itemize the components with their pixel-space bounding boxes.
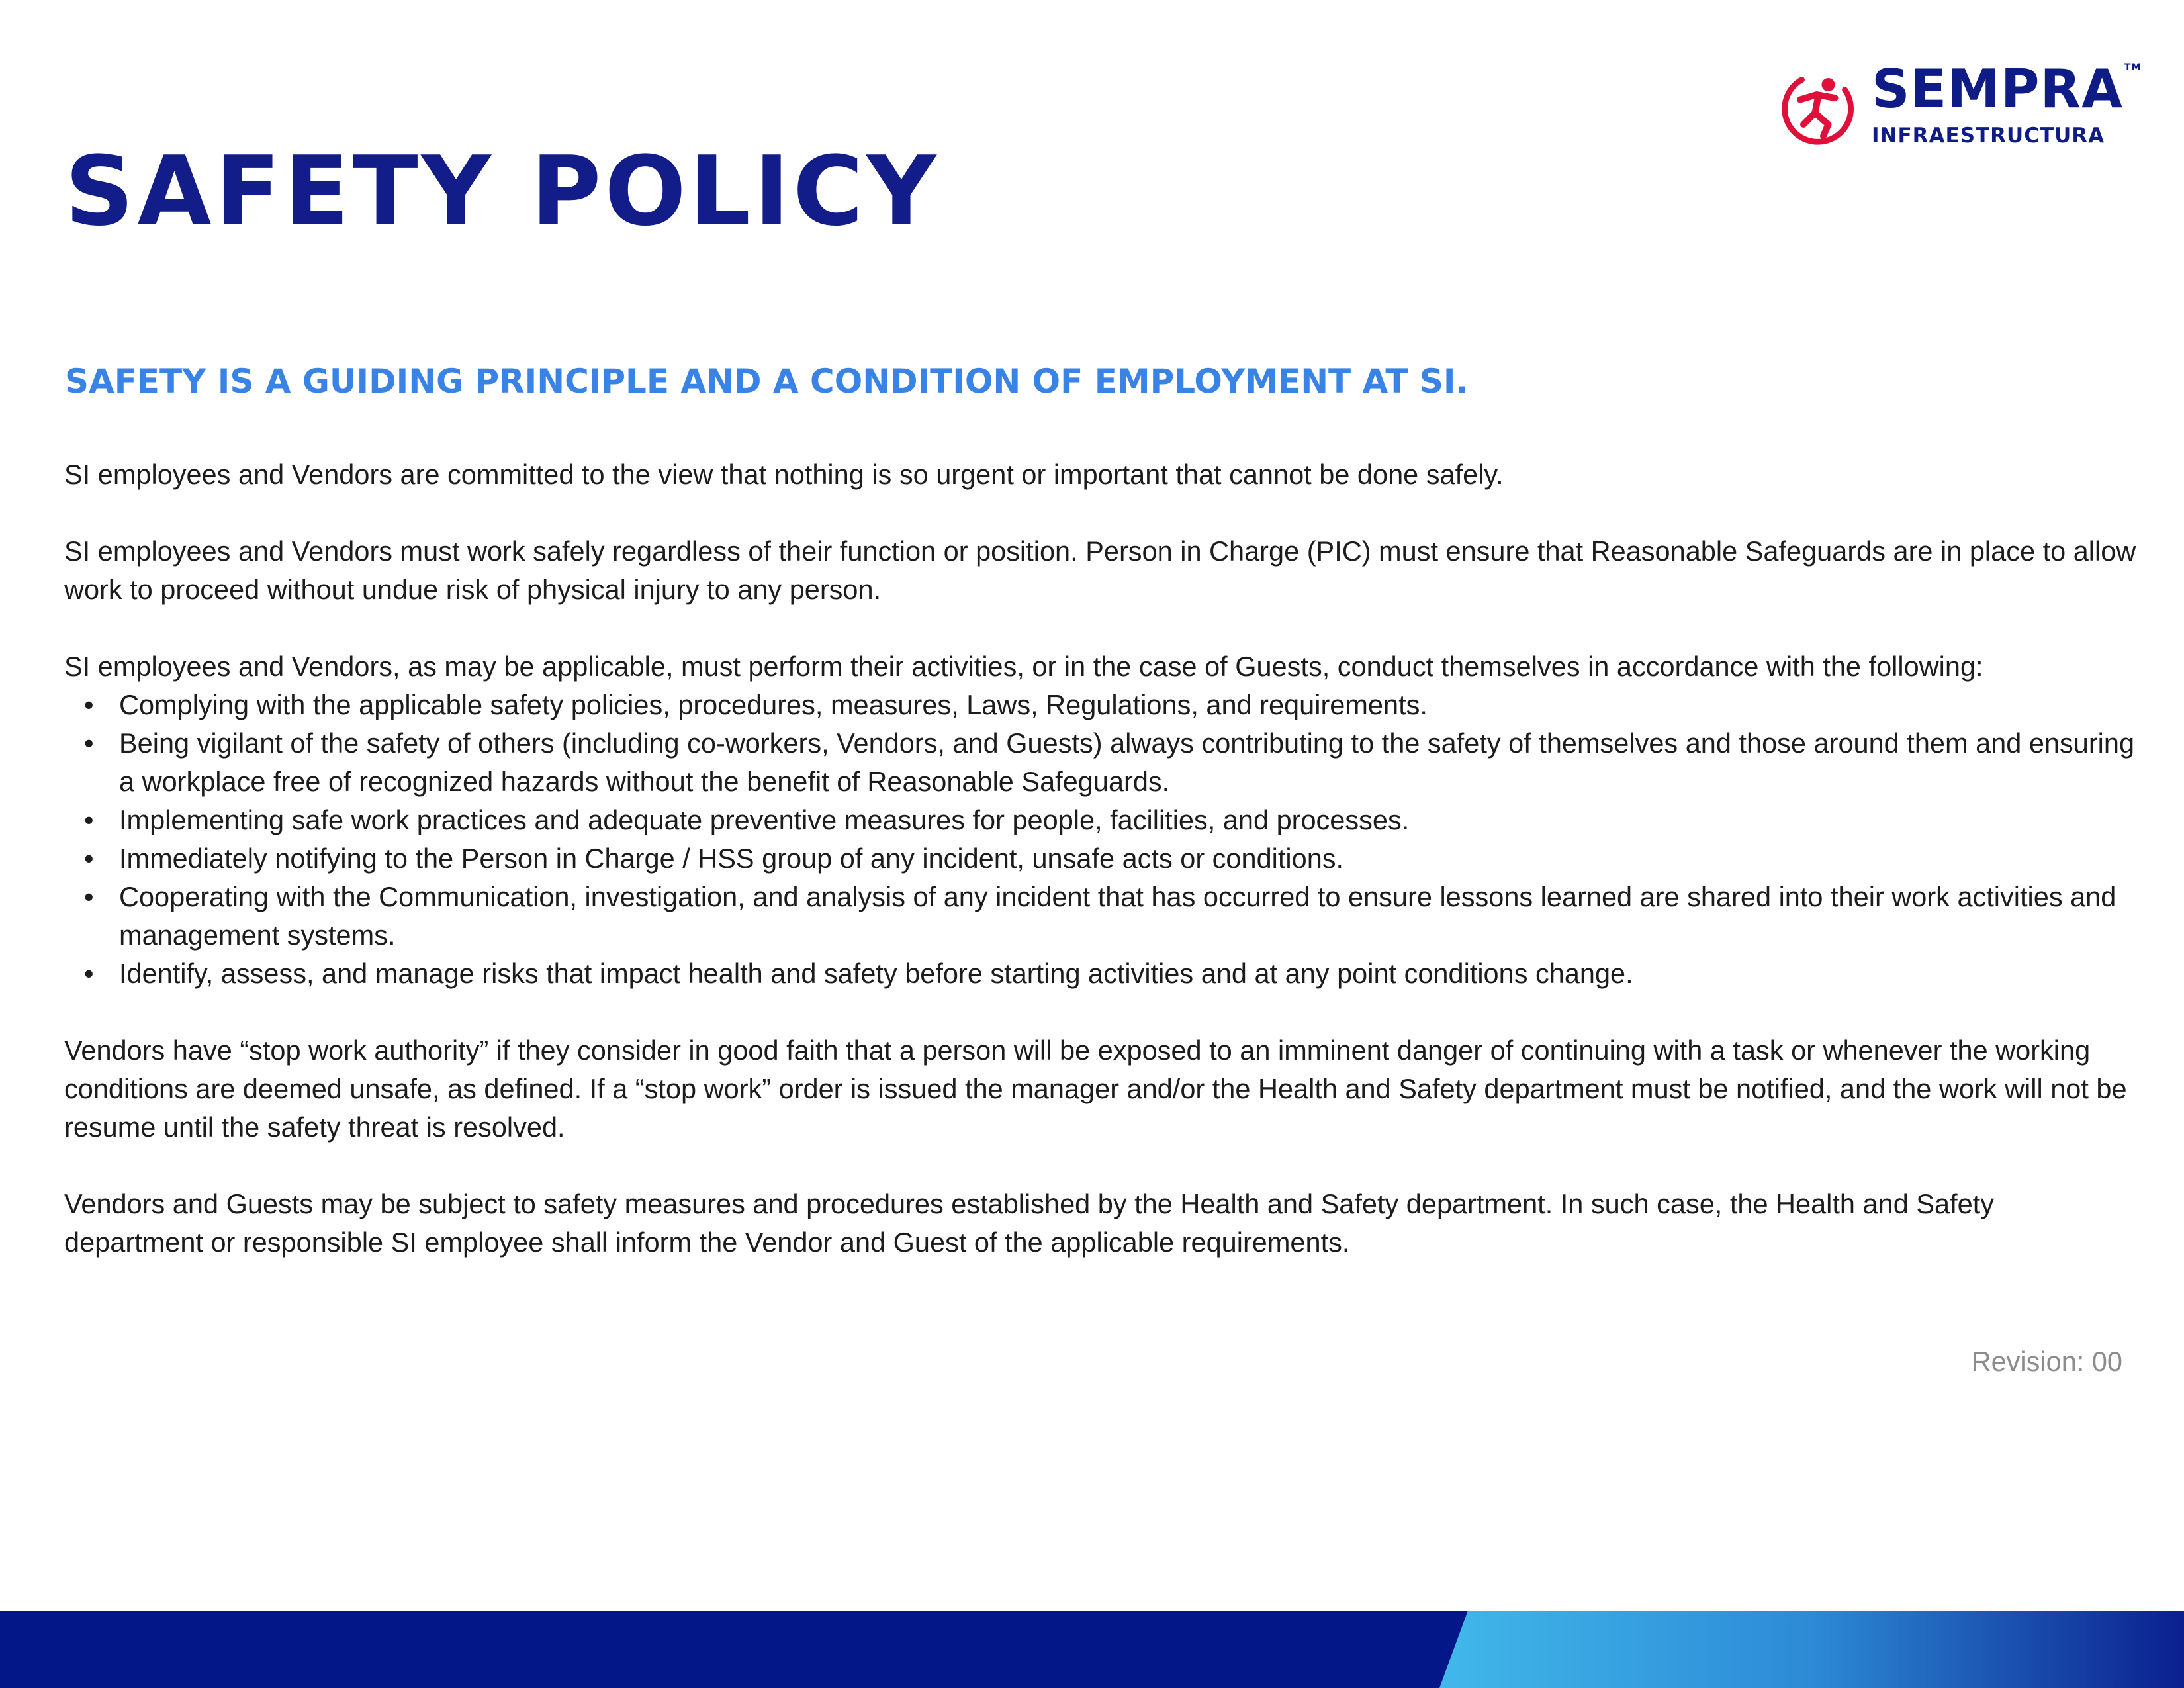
paragraph-work-safely: SI employees and Vendors must work safely regardless of their function or position. Person in Charge (PIC) must ensure that Reasonable Safeguards are in place to allow work to proceed without undue risk of physical injury to any person. [64,536,2136,605]
list-item-text: Being vigilant of the safety of others (including co-workers, Vendors, and Guests) always contributing to the safety of themselves and those around them and ensuring a workplace free of recognized hazards without the benefit of Reasonable Safeguards. [119,727,2135,797]
revision-label: Revision: 00 [1971,1346,2122,1377]
list-item [64,955,2139,993]
list-item [64,839,2139,878]
trademark-mark: TM [2124,62,2142,73]
sempra-runner-logo-icon [1777,65,1860,148]
requirements-list [64,686,2139,993]
paragraph-vendors-guests: Vendors and Guests may be subject to safety measures and procedures established by the Health and Safety department. In such case, the Health and Safety department or responsible SI employee shall inform the Vendor and Guest of the applicable requirements. [64,1188,1994,1258]
bullet-glyph: • [84,727,94,759]
page-title: SAFETY POLICY [65,136,940,248]
bullet-glyph: • [84,689,94,720]
paragraph-activities: SI employees and Vendors, as may be applicable, must perform their activities, or in the case of Guests, conduct themselves in accordance with the following: [64,651,1983,682]
list-item-text: Implementing safe work practices and adequate preventive measures for people, facilities, and processes. [119,804,1410,835]
paragraph-stop-work: Vendors have “stop work authority” if they consider in good faith that a person will be exposed to an imminent danger of continuing with a task or whenever the working conditions are deemed unsafe, as defined. If a “stop work” order is issued the manager and/or the Health and Safety department must be notified, and the work will not be resume until the safety threat is resolved. [64,1035,2127,1143]
list-item-text: Immediately notifying to the Person in Charge / HSS group of any incident, unsafe acts or conditions. [119,843,1344,874]
brand-division: INFRAESTRUCTURA [1872,124,2105,148]
list-item-text: Complying with the applicable safety policies, procedures, measures, Laws, Regulations, and requirements. [119,689,1428,720]
list-item-text: Cooperating with the Communication, investigation, and analysis of any incident that has occurred to ensure lessons learned are shared into their work activities and management systems. [119,881,2116,951]
list-item [64,878,2139,955]
list-item [64,724,2139,801]
brand-name: SEMPRA ™ [1872,58,2142,120]
list-item [64,801,2139,839]
policy-subtitle: SAFETY IS A GUIDING PRINCIPLE AND A CONDITION OF EMPLOYMENT AT SI. [65,362,1469,400]
footer-band [0,1611,2184,1688]
paragraph-commitment: SI employees and Vendors are committed to the view that nothing is so urgent or important that cannot be done safely. [64,459,1504,490]
bullet-glyph: • [84,843,94,874]
list-item [64,686,2139,724]
bullet-glyph: • [84,804,94,835]
policy-body [64,455,2139,1300]
bullet-glyph: • [84,958,94,989]
list-item-text: Identify, assess, and manage risks that impact health and safety before starting activities and at any point conditions change. [119,958,1633,989]
bullet-glyph: • [84,881,94,912]
sempra-logo [1777,58,2142,149]
footer-gradient-band [1439,1611,2184,1688]
